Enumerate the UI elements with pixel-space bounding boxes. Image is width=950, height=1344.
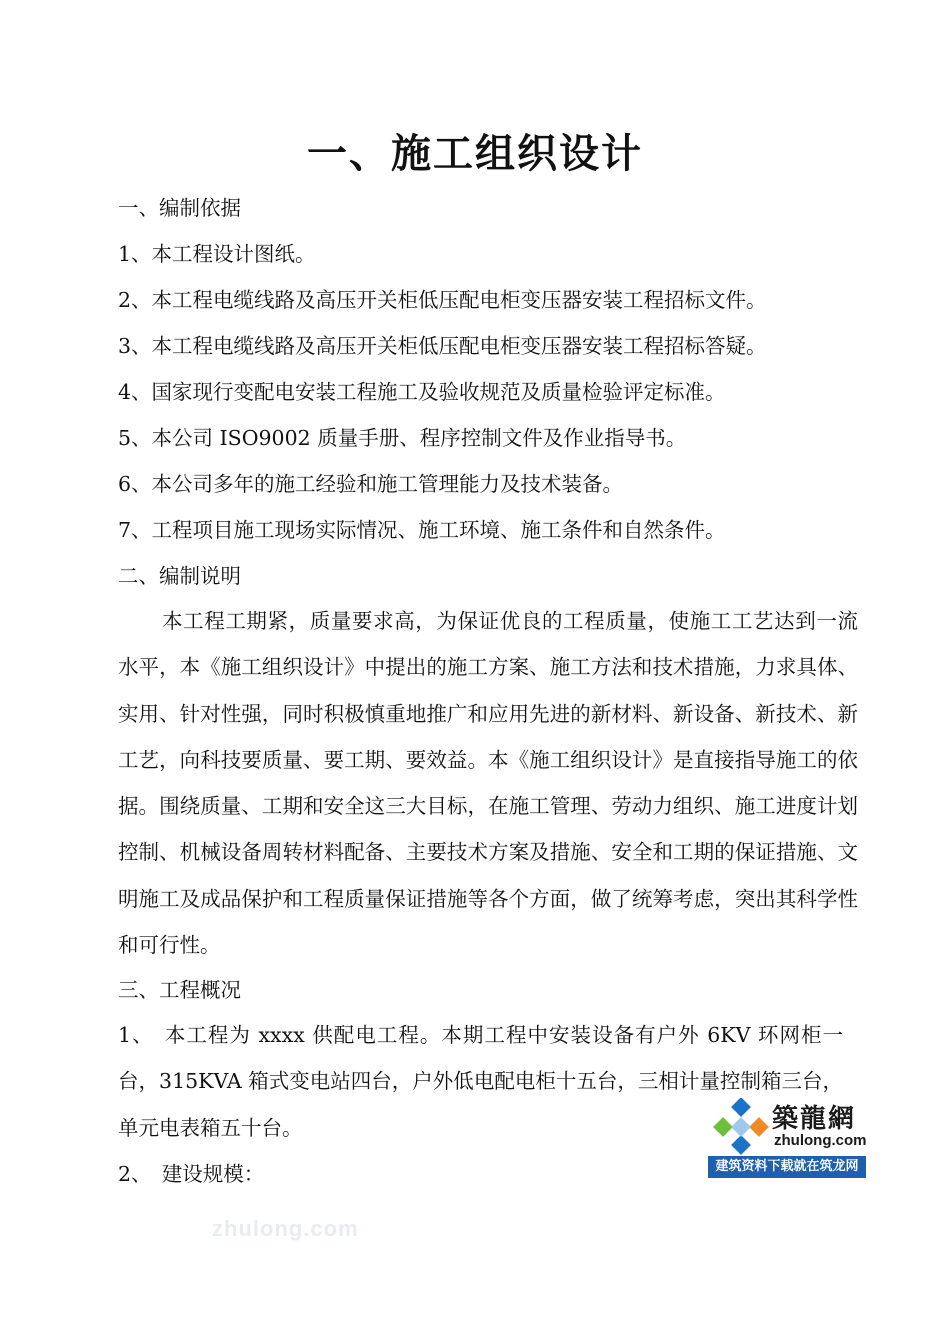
basis-item-1: 1、本工程设计图纸。 — [118, 242, 316, 266]
zhulong-logo — [708, 1094, 866, 1180]
basis-item-2: 2、本工程电缆线路及高压开关柜低压配电柜变压器安装工程招标文件。 — [118, 288, 767, 312]
logo-brand-en: zhulong.com — [774, 1132, 867, 1149]
section-heading-notes: 二、编制说明 — [118, 564, 241, 588]
notes-paragraph: 本工程工期紧，质量要求高，为保证优良的工程质量，使施工工艺达到一流水平，本《施工组织设计》中提出的施工方案、施工方法和技术措施，力求具体、实用、针对性强，同时积极慎重地推广和应用先进的新材料、新设备、新技术、新工艺，向科技要质量、要工期、要效益。本《施工组织设计》是直接指导施工的依据。围绕质量、工期和安全这三大目标，在施工管理、劳动力组织、施工进度计划控制、机械设备周转材料配备、主要技术方案及措施、安全和工期的保证措施、文明施工及成品保护和工程质量保证措施等各个方面，做了统筹考虑，突出其科学性和可行性。 — [118, 609, 858, 958]
basis-item-4: 4、国家现行变配电安装工程施工及验收规范及质量检验评定标准。 — [118, 380, 726, 404]
basis-item-3: 3、本工程电缆线路及高压开关柜低压配电柜变压器安装工程招标答疑。 — [118, 334, 767, 358]
overview-item-2: 2、 建设规模： — [118, 1162, 265, 1186]
basis-item-6: 6、本公司多年的施工经验和施工管理能力及技术装备。 — [118, 472, 624, 496]
basis-item-7: 7、工程项目施工现场实际情况、施工环境、施工条件和自然条件。 — [118, 518, 726, 542]
page-title: 一、施工组织设计 — [307, 131, 643, 177]
section-heading-basis: 一、编制依据 — [118, 196, 241, 220]
overview-item-1: 1、 本工程为 xxxx 供配电工程。本期工程中安装设备有户外 6KV 环网柜一台，315KVA 箱式变电站四台，户外低电配电柜十五台，三相计量控制箱三台，单元电表箱五十台。 — [118, 1023, 843, 1140]
logo-brand-cn: 築龍網 — [772, 1104, 857, 1134]
logo-slogan: 建筑资料下载就在筑龙网 — [708, 1156, 866, 1178]
basis-item-5: 5、本公司 ISO9002 质量手册、程序控制文件及作业指导书。 — [118, 426, 687, 450]
zhulong-mark-icon — [712, 1098, 770, 1156]
watermark: zhulong.com — [212, 1216, 359, 1241]
section-heading-overview: 三、工程概况 — [118, 978, 241, 1002]
